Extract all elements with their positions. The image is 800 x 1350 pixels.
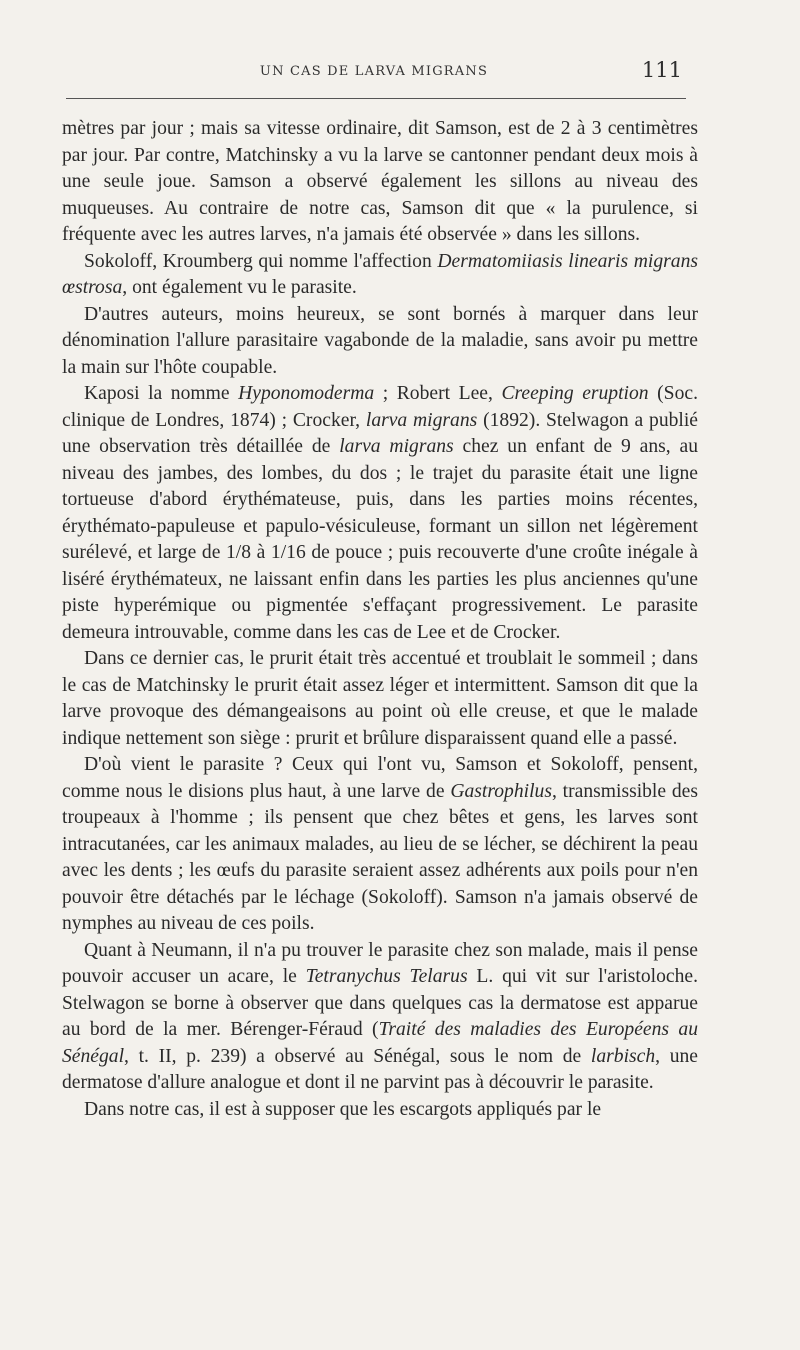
text-run: , ont également vu le parasite. — [122, 277, 357, 298]
text-run: , une dermatose d'allure analogue et dont il ne parvint pas à découvrir le parasite. — [62, 1045, 698, 1093]
page-number: 111 — [641, 58, 682, 82]
running-title: UN CAS DE LARVA MIGRANS — [259, 64, 489, 79]
italic-text: Creeping eruption — [501, 383, 649, 404]
italic-text: Hyponomoderma — [238, 383, 375, 404]
text-run: (1892). Stelwagon a publié une observation très détaillée de — [62, 409, 698, 457]
paragraph — [62, 302, 698, 382]
italic-text: larbisch — [590, 1045, 656, 1067]
text-run: Quant à Neumann, il n'a pu trouver le parasite chez son malade, mais il pense pouvoir accuser un acare, le — [62, 939, 698, 987]
text-run: Dans notre cas, il est à supposer que les escargots appliqués par le — [84, 1098, 602, 1120]
text-run: Kaposi la nomme — [84, 383, 239, 404]
paragraph — [62, 381, 698, 646]
header-rule — [66, 98, 686, 99]
text-run: , transmissible des troupeaux à l'homme ; ils pensent que chez bêtes et gens, les larves sont intracutanées, car les animaux malades, au lieu de se lécher, se déchirent la peau avec les dents ; les œufs du parasite seraient assez adhérents aux poils pour n'en pouvoir être détachés par le léchage (Sokoloff). Samson n'a jamais observé de nymphes au niveau de ces poils. — [62, 780, 698, 934]
text-run: D'autres auteurs, moins heureux, se sont bornés à marquer dans leur dénomination l'allure parasitaire vagabonde de la maladie, sans avoir pu mettre la main sur l'hôte coupable. — [62, 303, 698, 378]
italic-text: Tetranychus Telarus — [305, 966, 468, 987]
text-run: , t. II, p. 239) a observé au Sénégal, sous le nom de — [124, 1045, 591, 1067]
text-run: D'où vient le parasite ? Ceux qui l'ont vu, Samson et Sokoloff, pensent, comme nous le disions plus haut, à une larve de — [62, 754, 698, 802]
page-header — [62, 58, 686, 88]
text-run: chez un enfant de 9 ans, au niveau des jambes, des lombes, du dos ; le trajet du parasite était une ligne tortueuse d'abord érythémateuse, puis, dans les parties moins récentes, érythémato-papuleuse et papulo-vésiculeuse, formant un sillon net légèrement surélevé, et large de 1/8 à 1/16 de pouce ; puis recouverte d'une croûte inégale à liséré érythémateux, ne laissant enfin dans les parties les plus anciennes qu'une piste hyperémique ou pigmentée s'effaçant progressivement. Le parasite demeura introuvable, comme dans les cas de Lee et de Crocker. — [62, 436, 698, 643]
paragraph — [62, 116, 698, 249]
text-run: mètres par jour ; mais sa vitesse ordinaire, dit Samson, est de 2 à 3 centimètres par jour. Par contre, Matchinsky a vu la larve se cantonner pendant deux mois à une seule joue. Samson a observé également les sillons au niveau des muqueuses. Au contraire de notre cas, Samson dit que « la purulence, si fréquente avec les autres larves, n'a jamais été observée » dans les sillons. — [62, 118, 698, 245]
text-run: Sokoloff, Kroumberg qui nomme l'affection — [84, 250, 438, 272]
paragraph — [62, 249, 698, 302]
text-run: ; Robert Lee, — [374, 383, 502, 404]
paragraph — [62, 752, 698, 938]
italic-text: larva migrans — [339, 436, 454, 457]
italic-text: Traité des maladies des Européens au Sénégal — [62, 1019, 699, 1067]
text-run: Dans ce dernier cas, le prurit était très accentué et troublait le sommeil ; dans le cas de Matchinsky le prurit était assez léger et intermittent. Samson dit que la larve provoque des démangeaisons au point où elle creuse, et que le malade indique nettement son siège : prurit et brûlure disparaissent quand elle a passé. — [62, 648, 698, 749]
italic-text: Dermatomiiasis linearis migrans œstrosa — [62, 250, 699, 298]
paragraph — [62, 938, 698, 1097]
paragraph — [62, 1097, 698, 1124]
italic-text: Gastrophilus — [450, 780, 552, 802]
body-text — [62, 116, 698, 1123]
paragraph — [62, 646, 698, 752]
italic-text: larva migrans — [365, 409, 478, 431]
text-run: (Soc. clinique de Londres, 1874) ; Crocker, — [62, 383, 698, 431]
text-run: L. qui vit sur l'aristoloche. Stelwagon se borne à observer que dans quelques cas la dermatose est apparue au bord de la mer. Bérenger-Féraud ( — [62, 966, 698, 1040]
